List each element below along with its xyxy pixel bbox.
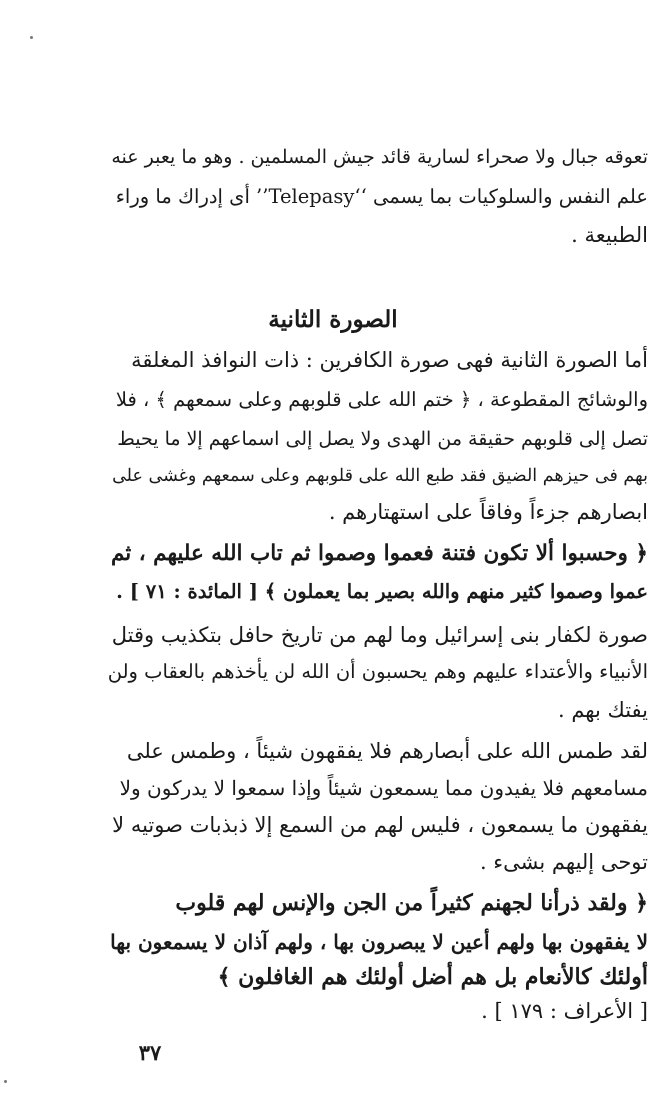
paragraph-two-line: يفتك بهم . bbox=[557, 698, 648, 722]
intro-line: تعوقه جبال ولا صحراء لسارية قائد جيش المسلمين . وهو ما يعبر عنه bbox=[111, 146, 648, 168]
scan-mark bbox=[4, 1080, 7, 1083]
verse-one-line: ﴿ وحسبوا ألا تكون فتنة فعموا وصموا ثم تاب الله عليهم ، ثم bbox=[110, 541, 648, 566]
paragraph-three-line: يفقهون ما يسمعون ، فليس لهم من السمع إلا ذبذبات صوتيه لا bbox=[112, 813, 648, 837]
section-heading: الصورة الثانية bbox=[268, 306, 398, 333]
verse-two-line: لا يفقهون بها ولهم أعين لا يبصرون بها ، ولهم آذان لا يسمعون بها bbox=[110, 930, 648, 954]
paragraph-three-line: مسامعهم فلا يفيدون مما يسمعون شيئاً وإذا سمعوا لا يدركون ولا bbox=[119, 776, 648, 800]
paragraph-one-line: ابصارهم جزءاً وفاقاً على استهتارهم . bbox=[328, 500, 648, 524]
intro-line: الطبيعة . bbox=[571, 223, 648, 247]
paragraph-one-line: تصل إلى قلوبهم حقيقة من الهدى ولا يصل إلى اسماعهم إلا ما يحيط bbox=[117, 428, 648, 450]
verse-two-reference: [ الأعراف : ١٧٩ ] . bbox=[481, 999, 648, 1023]
paragraph-one-line: والوشائج المقطوعة ، ﴿ ختم الله على قلوبهم وعلى سمعهم ﴾ ، فلا bbox=[115, 388, 648, 411]
paragraph-three-line: لقد طمس الله على أبصارهم فلا يفقهون شيئاً ، وطمس على bbox=[126, 739, 648, 763]
verse-one-line: عموا وصموا كثير منهم والله بصير بما يعملون ﴾ [ المائدة : ٧١ ] . bbox=[116, 580, 648, 603]
paragraph-three-line: توحى إليهم بشىء . bbox=[479, 850, 648, 874]
verse-two-line: ﴿ ولقد ذرأنا لجهنم كثيراً من الجن والإنس لهم قلوب bbox=[175, 890, 648, 916]
page-text-column bbox=[108, 0, 648, 1100]
intro-line: علم النفس والسلوكيات بما يسمى ‘‘Telepasy’’ أى إدراك ما وراء bbox=[115, 185, 648, 208]
paragraph-two-line: صورة لكفار بنى إسرائيل وما لهم من تاريخ حافل بتكذيب وقتل bbox=[111, 623, 648, 647]
paragraph-one-line: أما الصورة الثانية فهى صورة الكافرين : ذات النوافذ المغلقة bbox=[131, 348, 648, 372]
paragraph-one-line: بهم فى حيزهم الضيق فقد طبع الله على قلوبهم وعلى سمعهم وغشى على bbox=[112, 466, 648, 486]
paragraph-two-line: الأنبياء والأعتداء عليهم وهم يحسبون أن الله لن يأخذهم بالعقاب ولن bbox=[107, 660, 648, 683]
page-number: ٣٧ bbox=[138, 1040, 162, 1065]
scan-mark bbox=[30, 36, 33, 39]
verse-two-line: أولئك كالأنعام بل هم أضل أولئك هم الغافلون ﴾ bbox=[217, 964, 648, 990]
